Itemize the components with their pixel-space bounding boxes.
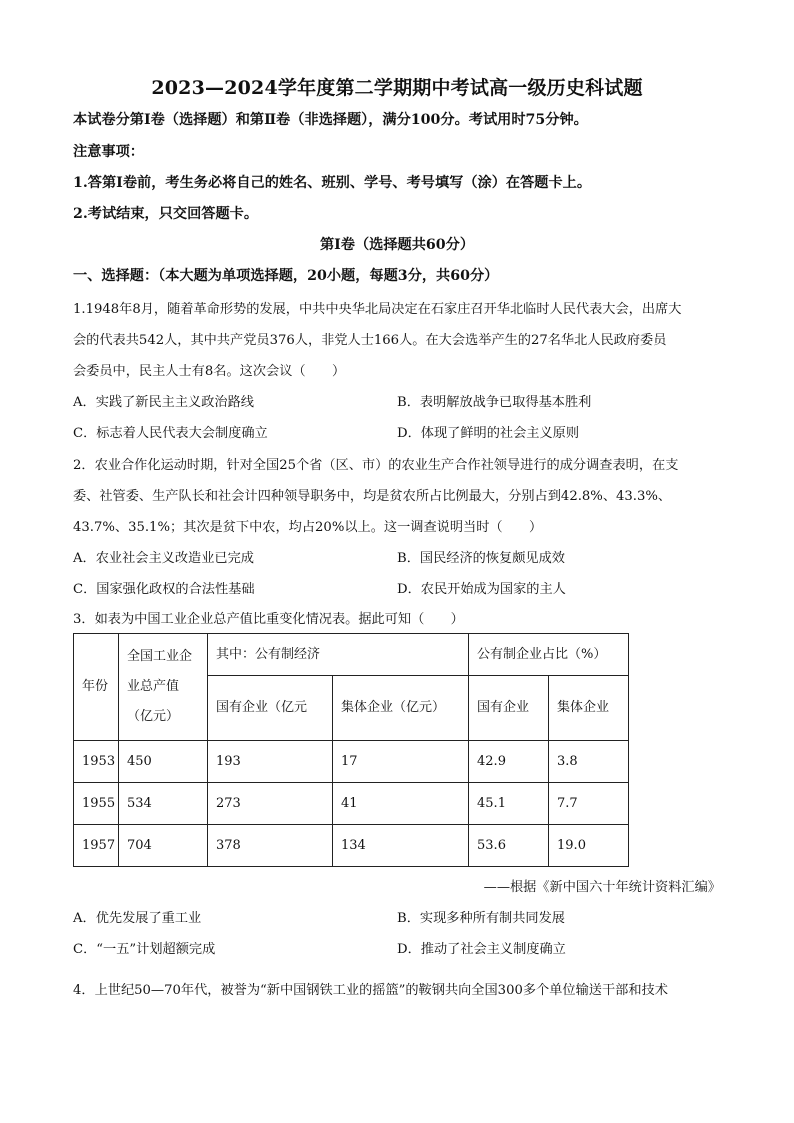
- notice-item-1: 1.答第Ⅰ卷前，考生务必将自己的姓名、班别、学号、考号填写（涂）在答题卡上。: [73, 175, 592, 191]
- exam-title: 2023—2024学年度第二学期期中考试高一级历史科试题: [151, 77, 643, 99]
- header-year: 年份: [74, 634, 119, 741]
- notice-item-2: 2.考试结束，只交回答题卡。: [73, 206, 259, 222]
- q2-stem-line: 43.7%、35.1%；其次是贫下中农，均占20%以上。这一调查说明当时（ ）: [73, 520, 543, 535]
- header-total-line: 业总产值: [127, 679, 180, 694]
- q2-option-b[interactable]: B．国民经济的恢复颇见成效: [397, 551, 565, 566]
- header-collective-share: 集体企业: [549, 676, 629, 741]
- header-total-output: [119, 634, 208, 741]
- table-row: [74, 783, 629, 825]
- q2-option-a[interactable]: A．农业社会主义改造业已完成: [73, 551, 254, 566]
- q1-option-a[interactable]: A．实践了新民主主义政治路线: [73, 395, 254, 410]
- q3-option-d[interactable]: D．推动了社会主义制度确立: [397, 942, 566, 957]
- cell-state: 378: [208, 825, 333, 867]
- cell-total: 450: [119, 741, 208, 783]
- q2-option-d[interactable]: D．农民开始成为国家的主人: [397, 582, 566, 597]
- table-row: [74, 825, 629, 867]
- q2-stem-line: 委、社管委、生产队长和社会计四种领导职务中，均是贫农所占比例最大，分别占到42.8%、43.3%、: [73, 489, 672, 504]
- q1-stem-line: 1.1948年8月，随着革命形势的发展，中共中央华北局决定在石家庄召开华北临时人民代表大会，出席大: [73, 302, 682, 317]
- cell-collective: 17: [333, 741, 469, 783]
- header-total-line: （亿元）: [127, 709, 180, 724]
- cell-state-share: 42.9: [469, 741, 549, 783]
- industry-output-table: [73, 633, 629, 867]
- section1-heading: 一、选择题：（本大题为单项选择题，20小题，每题3分，共60分）: [73, 268, 499, 284]
- part1-heading: 第Ⅰ卷（选择题共60分）: [319, 237, 475, 253]
- q3-option-b[interactable]: B．实现多种所有制共同发展: [397, 911, 565, 926]
- q2-option-c[interactable]: C．国家强化政权的合法性基础: [73, 582, 255, 597]
- q1-stem-line: 会委员中，民主人士有8名。这次会议（ ）: [73, 364, 346, 379]
- q1-stem-line: 会的代表共542人，其中共产党员376人，非党人士166人。在大会选举产生的27名华北人民政府委员: [73, 333, 667, 348]
- q4-stem-line: 4．上世纪50—70年代，被誉为“新中国钢铁工业的摇篮”的鞍钢共向全国300多个单位输送干部和技术: [73, 983, 668, 998]
- q1-option-c[interactable]: C．标志着人民代表大会制度确立: [73, 426, 268, 441]
- header-total-line: 全国工业企: [127, 649, 193, 664]
- table-source: ——根据《新中国六十年统计资料汇编》: [483, 880, 721, 895]
- cell-state: 273: [208, 783, 333, 825]
- cell-collective-share: 3.8: [549, 741, 629, 783]
- q1-option-b[interactable]: B．表明解放战争已取得基本胜利: [397, 395, 592, 410]
- cell-collective: 134: [333, 825, 469, 867]
- cell-state-share: 45.1: [469, 783, 549, 825]
- cell-collective-share: 19.0: [549, 825, 629, 867]
- table-header-row: [74, 634, 629, 676]
- q2-stem-line: 2．农业合作化运动时期，针对全国25个省（区、市）的农业生产合作社领导进行的成分调查表明，在支: [73, 458, 679, 473]
- cell-state-share: 53.6: [469, 825, 549, 867]
- cell-total: 534: [119, 783, 208, 825]
- cell-year: 1953: [74, 741, 119, 783]
- q3-option-c[interactable]: C．“一五”计划超额完成: [73, 942, 216, 957]
- cell-year: 1957: [74, 825, 119, 867]
- header-state-enterprise: 国有企业（亿元: [208, 676, 333, 741]
- q3-stem: 3．如表为中国工业企业总产值比重变化情况表。据此可知（ ）: [73, 612, 464, 627]
- cell-year: 1955: [74, 783, 119, 825]
- q3-option-a[interactable]: A．优先发展了重工业: [73, 911, 202, 926]
- intro-line: 本试卷分第Ⅰ卷（选择题）和第Ⅱ卷（非选择题），满分100分。考试用时75分钟。: [73, 112, 588, 128]
- q1-option-d[interactable]: D．体现了鲜明的社会主义原则: [397, 426, 580, 441]
- notice-heading: 注意事项：: [73, 144, 144, 160]
- header-public-economy: 其中：公有制经济: [208, 634, 469, 676]
- cell-total: 704: [119, 825, 208, 867]
- cell-collective: 41: [333, 783, 469, 825]
- table-row: [74, 741, 629, 783]
- header-state-share: 国有企业: [469, 676, 549, 741]
- header-collective-enterprise: 集体企业（亿元）: [333, 676, 469, 741]
- cell-collective-share: 7.7: [549, 783, 629, 825]
- header-public-share: 公有制企业占比（%）: [469, 634, 629, 676]
- cell-state: 193: [208, 741, 333, 783]
